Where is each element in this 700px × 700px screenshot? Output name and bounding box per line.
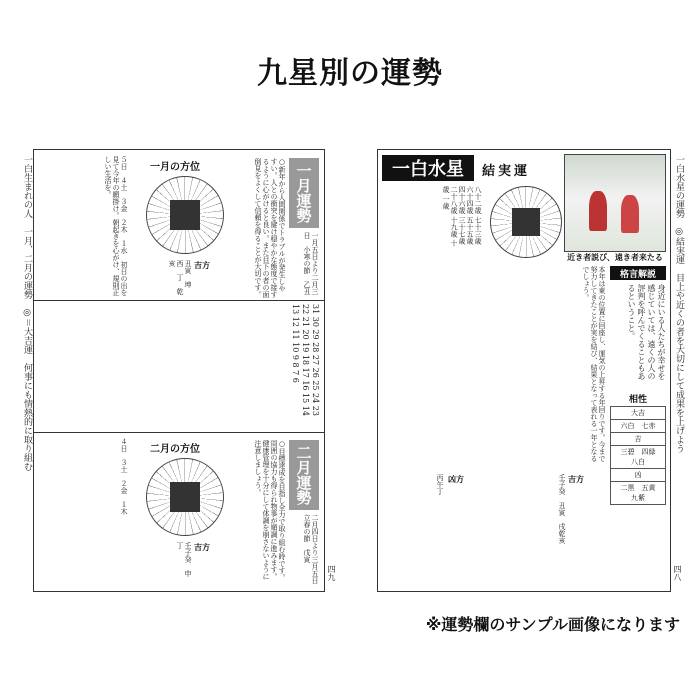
table-row xyxy=(611,469,666,482)
fortune-compass xyxy=(490,186,562,258)
month1-date-info: 一月五日より二月三日 小寒の節 乙丑 xyxy=(303,232,319,295)
right-page-number: 四八 xyxy=(673,565,682,581)
table-row xyxy=(611,446,666,469)
star-name-banner: 一白水星 xyxy=(382,155,474,181)
main-text: 本年は東の位置に回座し、運気の上昇する年回りです。今まで努力してきたことが実を結び、結果となって表れる一年となるでしょう。 xyxy=(582,266,606,462)
month1-heading: 一月の方位 xyxy=(150,162,200,173)
lucky-directions-label: 吉方 xyxy=(568,475,584,484)
table-row xyxy=(611,407,666,420)
table-row xyxy=(611,433,666,446)
left-side-margin-text: 一白生まれの人 一月、二月の運勢 ◎＝大吉運 何事にも情熱的に取り組む xyxy=(22,155,32,472)
compat-label: 吉 xyxy=(611,433,666,446)
month1-compass xyxy=(146,176,224,254)
proverb-body: 身近にいる人たちが幸せを感じていては、遠くの人の評判を呼んでくることもあるということ。 xyxy=(627,284,666,380)
month2-days: ４日 ３土 ２金 １木 xyxy=(120,438,128,515)
table-row xyxy=(611,482,666,505)
ill-directions: 丙午丁 xyxy=(436,474,444,495)
left-page-number: 四九 xyxy=(327,565,336,581)
table-row xyxy=(611,420,666,433)
month2-compass xyxy=(146,458,224,536)
compat-table xyxy=(610,406,666,505)
month1-days-top: ５日 ４土 ３金 ２木 １水 初日の出を見て今年の願掛け。朝起きを心がけ、規則正しい生活を。 xyxy=(104,156,128,296)
footer-note: ※運勢欄のサンプル画像になります xyxy=(425,615,680,634)
illustration xyxy=(564,154,666,252)
month1-days-bottom: 31 30 29 28 27 26 25 24 23 22 21 20 19 18 17 16 15 14 13 12 11 10 9 8 7 6 xyxy=(291,304,320,416)
month1-label: 一月運勢 xyxy=(289,158,319,228)
month1-lucky-value: 丑寅 坤 西 丁 乾 亥 xyxy=(168,260,192,302)
compat-value: 六白 七赤 xyxy=(611,420,666,433)
compat-value: 二黒 五黄 九紫 xyxy=(611,482,666,505)
divider xyxy=(34,300,324,301)
month2-body: ○目標達成を目指し全力で取り組む時です。周囲の協力も得られ物事が順調に進みます。健康管理を十分にして体調を崩さないように注意しましょう。 xyxy=(254,440,286,581)
compat-label: 大吉 xyxy=(611,407,666,420)
month2-label: 二月運勢 xyxy=(289,440,319,510)
left-page xyxy=(33,149,325,592)
ages-list: 八十二歳 七十三歳 六十四歳 五十五歳 四十六歳 三十七歳 二十八歳 十九歳 十歳 一歳 xyxy=(442,186,482,247)
fortune-title: 結実運 xyxy=(482,164,531,179)
right-side-margin-text: 一白水星の運勢 ◎結実運 目上や近くの者を大切にして成果を上げよう xyxy=(674,155,684,453)
right-page xyxy=(377,149,671,592)
compat-label: 凶 xyxy=(611,469,666,482)
month1-body: ○新年から人間関係でトラブルが発生しやすい。人との衝突を避け穏やかな態度で接するように心がけると良い。また目下の者の面倒見をよくして信頼を得ることが大切です。 xyxy=(254,158,286,298)
month2-lucky-label: 吉方 xyxy=(194,543,210,552)
month2-heading: 二月の方位 xyxy=(150,444,200,455)
ill-directions-label: 凶方 xyxy=(448,475,464,484)
proverb-heading: 格言解説 xyxy=(610,266,666,280)
compat-title: 相性 xyxy=(628,395,647,405)
divider xyxy=(34,432,324,433)
illustration-caption: 近き者説び、遠き者来たる xyxy=(567,253,663,262)
page-title: 九星別の運勢 xyxy=(257,56,443,91)
compat-value: 三碧 四緑 八白 xyxy=(611,446,666,469)
month1-lucky-label: 吉方 xyxy=(194,261,210,270)
month2-lucky-value: 壬子癸 申 丁 xyxy=(176,542,192,584)
month2-date-info: 二月四日より三月五日 立春の節 戊寅 xyxy=(303,514,319,591)
lucky-directions: 壬子癸 丑寅 戌乾亥 xyxy=(558,474,566,544)
